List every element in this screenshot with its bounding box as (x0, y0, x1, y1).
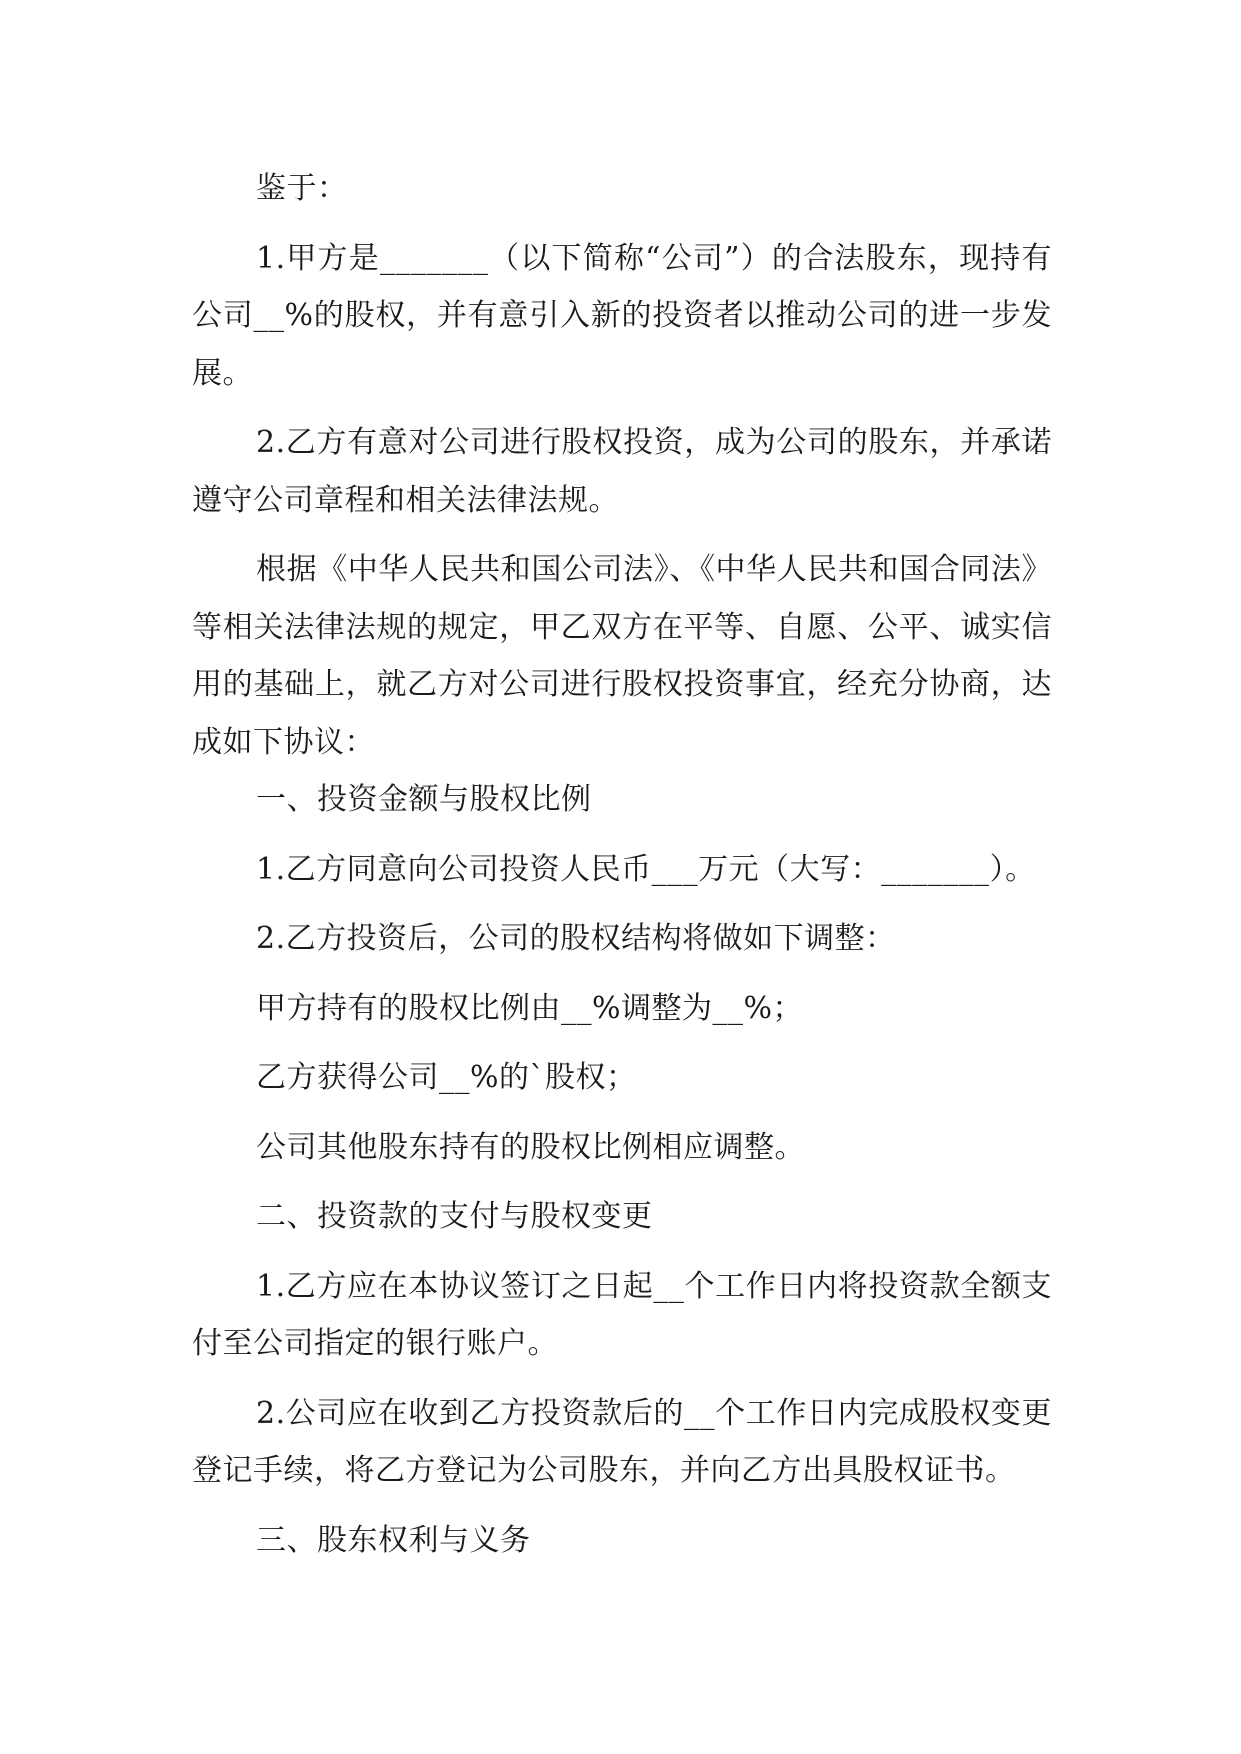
paragraph-recital-2: 2.乙方有意对公司进行股权投资，成为公司的股东，并承诺遵守公司章程和相关法律法规。 (192, 425, 1052, 518)
section-heading-1: 一、投资金额与股权比例 (256, 782, 592, 817)
section-heading-2: 二、投资款的支付与股权变更 (256, 1199, 653, 1234)
paragraph-equity-adjustment: 2.乙方投资后，公司的股权结构将做如下调整： (256, 921, 896, 956)
document-body (192, 160, 1052, 1569)
paragraph-registration: 2.公司应在收到乙方投资款后的__个工作日内完成股权变更登记手续，将乙方登记为公司股东，并向乙方出具股权证书。 (192, 1395, 1052, 1488)
paragraph-investment-amount: 1.乙方同意向公司投资人民币___万元（大写：_______）。 (256, 851, 1036, 887)
paragraph-other-shareholders: 公司其他股东持有的股权比例相应调整。 (256, 1129, 805, 1165)
paragraph-party-a-ratio: 甲方持有的股权比例由__%调整为__%； (256, 990, 804, 1026)
section-heading-3: 三、股东权利与义务 (256, 1522, 531, 1558)
paragraph-preamble-heading: 鉴于： (256, 171, 348, 206)
paragraph-recital-1: 1.甲方是_______（以下简称“公司”）的合法股东，现持有公司__%的股权，并有意引入新的投资者以推动公司的进一步发展。 (192, 240, 1052, 391)
paragraph-legal-basis: 根据《中华人民共和国公司法》、《中华人民共和国合同法》等相关法律法规的规定，甲乙双方在平等、自愿、公平、诚实信用的基础上，就乙方对公司进行股权投资事宜，经充分协商，达成如下协议： (192, 552, 1052, 760)
paragraph-party-b-ratio: 乙方获得公司__%的`股权； (256, 1060, 637, 1095)
paragraph-payment: 1.乙方应在本协议签订之日起__个工作日内将投资款全额支付至公司指定的银行账户。 (192, 1268, 1052, 1361)
